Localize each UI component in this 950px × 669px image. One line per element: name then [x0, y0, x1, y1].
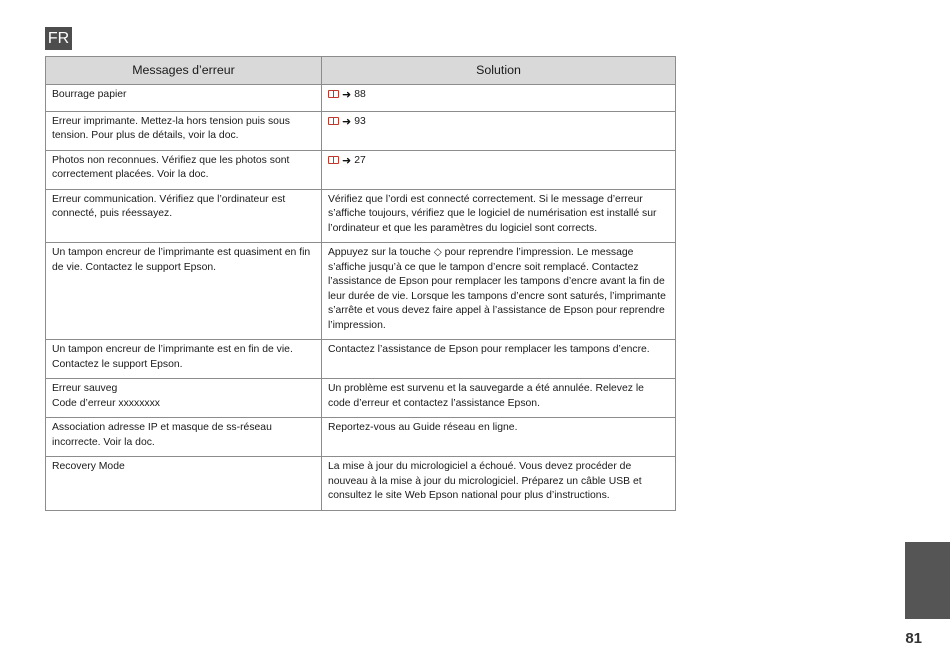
solution-text: Contactez l’assistance de Epson pour remplacer les tampons d’encre. [328, 344, 650, 356]
arrow-right-icon: ➜ [342, 115, 352, 128]
table-header-row [46, 57, 676, 85]
page-reference-link[interactable] [328, 115, 366, 130]
error-message-cell [46, 150, 322, 189]
error-message-text: Code d’erreur xxxxxxxx [52, 397, 160, 409]
error-message-text: Bourrage papier [52, 89, 127, 100]
solution-cell [322, 111, 676, 150]
page-reference-link[interactable] [328, 154, 366, 169]
error-message-text: Photos non reconnues. Vérifiez que les photos sont correctement placées. Voir la doc. [52, 154, 290, 181]
error-message-cell [46, 111, 322, 150]
error-message-text: Un tampon encreur de l’imprimante est quasiment en fin de vie. Contactez le support Epson. [52, 247, 311, 273]
solution-text: Appuyez sur la touche ◇ pour reprendre l’impression. Le message s’affiche jusqu’à ce que le tampon d’encre soit remplacé. Contactez l’assistance de Epson pour remplacer les tampons d’encre avant la fin de leur durée de vie. Lorsque les tampons d’encre sont saturés, l’imprimante s’arrête et vous devez faire appel à l’assistance de Epson pour reprendre l’impression. [328, 247, 666, 331]
solution-text: Vérifiez que l’ordi est connecté correctement. Si le message d’erreur s’affiche toujours, vérifiez que le logiciel de numérisation est installé sur l’ordinateur et que les paramètres du logiciel sont corrects. [328, 193, 657, 234]
manual-book-icon [328, 156, 339, 164]
page-number: 81 [905, 630, 922, 647]
reference-page-number: 27 [354, 154, 366, 166]
error-message-cell [46, 340, 322, 379]
solution-cell [322, 457, 676, 511]
error-message-cell [46, 457, 322, 511]
solution-cell [322, 150, 676, 189]
error-message-text: Erreur sauveg [52, 383, 118, 395]
reference-page-number: 93 [354, 115, 366, 127]
reference-page-number: 88 [354, 89, 366, 100]
error-message-text: Erreur communication. Vérifiez que l’ordinateur est connecté, puis réessayez. [52, 193, 286, 220]
solution-cell [322, 340, 676, 379]
header-solution: Solution [322, 57, 676, 85]
error-message-text: Recovery Mode [52, 461, 125, 473]
error-message-text: Erreur imprimante. Mettez-la hors tension puis sous tension. Pour plus de détails, voir la doc. [52, 115, 290, 142]
solution-cell [322, 379, 676, 418]
error-message-cell [46, 418, 322, 457]
error-message-cell [46, 379, 322, 418]
solution-text: Reportez-vous au Guide réseau en ligne. [328, 422, 518, 434]
solution-cell [322, 418, 676, 457]
solution-cell [322, 85, 676, 112]
table-row [46, 85, 676, 112]
table-row [46, 379, 676, 418]
table-row [46, 243, 676, 340]
table-row [46, 457, 676, 511]
solution-cell [322, 189, 676, 243]
error-message-text: Un tampon encreur de l’imprimante est en fin de vie. Contactez le support Epson. [52, 344, 293, 370]
error-message-text: Association adresse IP et masque de ss-réseau incorrecte. Voir la doc. [52, 422, 272, 448]
manual-book-icon [328, 90, 339, 98]
section-tab [905, 542, 950, 619]
manual-book-icon [328, 117, 339, 125]
error-message-cell [46, 85, 322, 112]
page-reference-link[interactable] [328, 88, 366, 103]
error-message-cell [46, 189, 322, 243]
table-row [46, 340, 676, 379]
arrow-right-icon: ➜ [342, 154, 352, 167]
table-row [46, 418, 676, 457]
arrow-right-icon: ➜ [342, 89, 352, 101]
solution-cell [322, 243, 676, 340]
error-messages-table [45, 56, 676, 511]
language-badge: FR [45, 27, 72, 50]
table-row [46, 189, 676, 243]
error-message-cell [46, 243, 322, 340]
table-row [46, 111, 676, 150]
solution-text: La mise à jour du micrologiciel a échoué. Vous devez procéder de nouveau à la mise à jour du micrologiciel. Préparez un câble USB et consultez le site Web Epson national pour plus d’instructions. [328, 461, 642, 502]
solution-text: Un problème est survenu et la sauvegarde a été annulée. Relevez le code d’erreur et contactez l’assistance Epson. [328, 383, 644, 409]
header-messages: Messages d’erreur [46, 57, 322, 85]
table-row [46, 150, 676, 189]
